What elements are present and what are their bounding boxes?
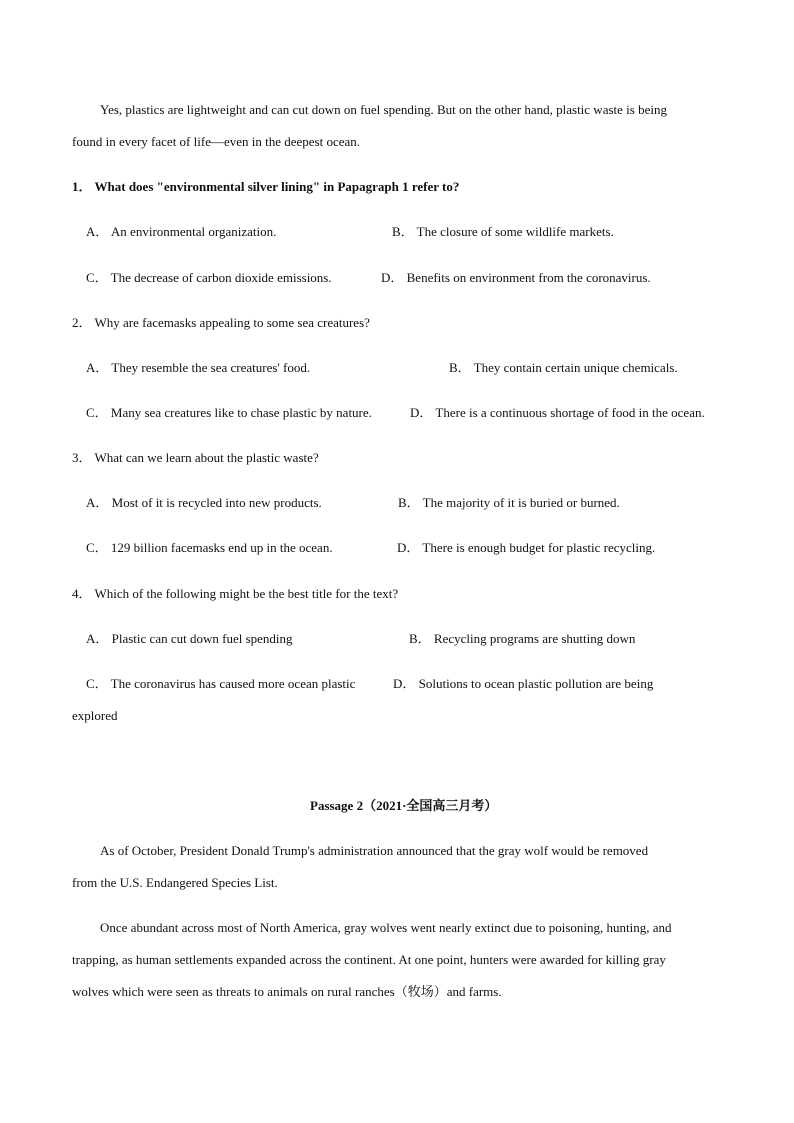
question-4-option-b: B． Recycling programs are shutting down	[409, 631, 636, 646]
passage-2-p1-line-2: from the U.S. Endangered Species List.	[72, 875, 278, 890]
question-4-option-d: D． Solutions to ocean plastic pollution are being	[393, 676, 654, 691]
question-1-option-d: D． Benefits on environment from the coronavirus.	[381, 270, 651, 285]
intro-line-1: Yes, plastics are lightweight and can cut down on fuel spending. But on the other hand, plastic waste is being	[100, 102, 667, 117]
passage-2-heading: Passage 2（2021·全国高三月考）	[310, 798, 498, 813]
question-1-stem: 1． What does "environmental silver lining" in Papagraph 1 refer to?	[72, 179, 460, 194]
question-4-option-c: C． The coronavirus has caused more ocean plastic	[86, 676, 356, 691]
question-1-option-c: C． The decrease of carbon dioxide emissions.	[86, 270, 332, 285]
question-4-option-d-continuation: explored	[72, 708, 118, 723]
question-2-option-a: A． They resemble the sea creatures' food.	[86, 360, 311, 375]
passage-2-p1-line-1: As of October, President Donald Trump's administration announced that the gray wolf would be removed	[100, 843, 649, 858]
passage-2-p2-line-1: Once abundant across most of North America, gray wolves went nearly extinct due to poisoning, hunting, and	[100, 920, 672, 935]
intro-line-2: found in every facet of life—even in the deepest ocean.	[72, 134, 361, 149]
passage-2-p2-line-3: wolves which were seen as threats to animals on rural ranches（牧场）and farms.	[72, 984, 502, 999]
question-3-option-c: C． 129 billion facemasks end up in the ocean.	[86, 540, 333, 555]
question-3-stem: 3． What can we learn about the plastic waste?	[72, 450, 319, 465]
question-2-option-d: D． There is a continuous shortage of food in the ocean.	[410, 405, 705, 420]
question-4-option-a: A． Plastic can cut down fuel spending	[86, 631, 293, 646]
question-1-option-a: A． An environmental organization.	[86, 224, 277, 239]
question-1-option-b: B． The closure of some wildlife markets.	[392, 224, 614, 239]
question-3-option-a: A． Most of it is recycled into new products.	[86, 495, 322, 510]
question-3-option-b: B． The majority of it is buried or burned.	[398, 495, 620, 510]
question-4-stem: 4． Which of the following might be the best title for the text?	[72, 586, 399, 601]
question-3-option-d: D． There is enough budget for plastic recycling.	[397, 540, 656, 555]
question-2-option-c: C． Many sea creatures like to chase plastic by nature.	[86, 405, 372, 420]
question-2-stem: 2． Why are facemasks appealing to some sea creatures?	[72, 315, 370, 330]
question-2-option-b: B． They contain certain unique chemicals.	[449, 360, 678, 375]
passage-2-p2-line-2: trapping, as human settlements expanded across the continent. At one point, hunters were awarded for killing gray	[72, 952, 666, 967]
